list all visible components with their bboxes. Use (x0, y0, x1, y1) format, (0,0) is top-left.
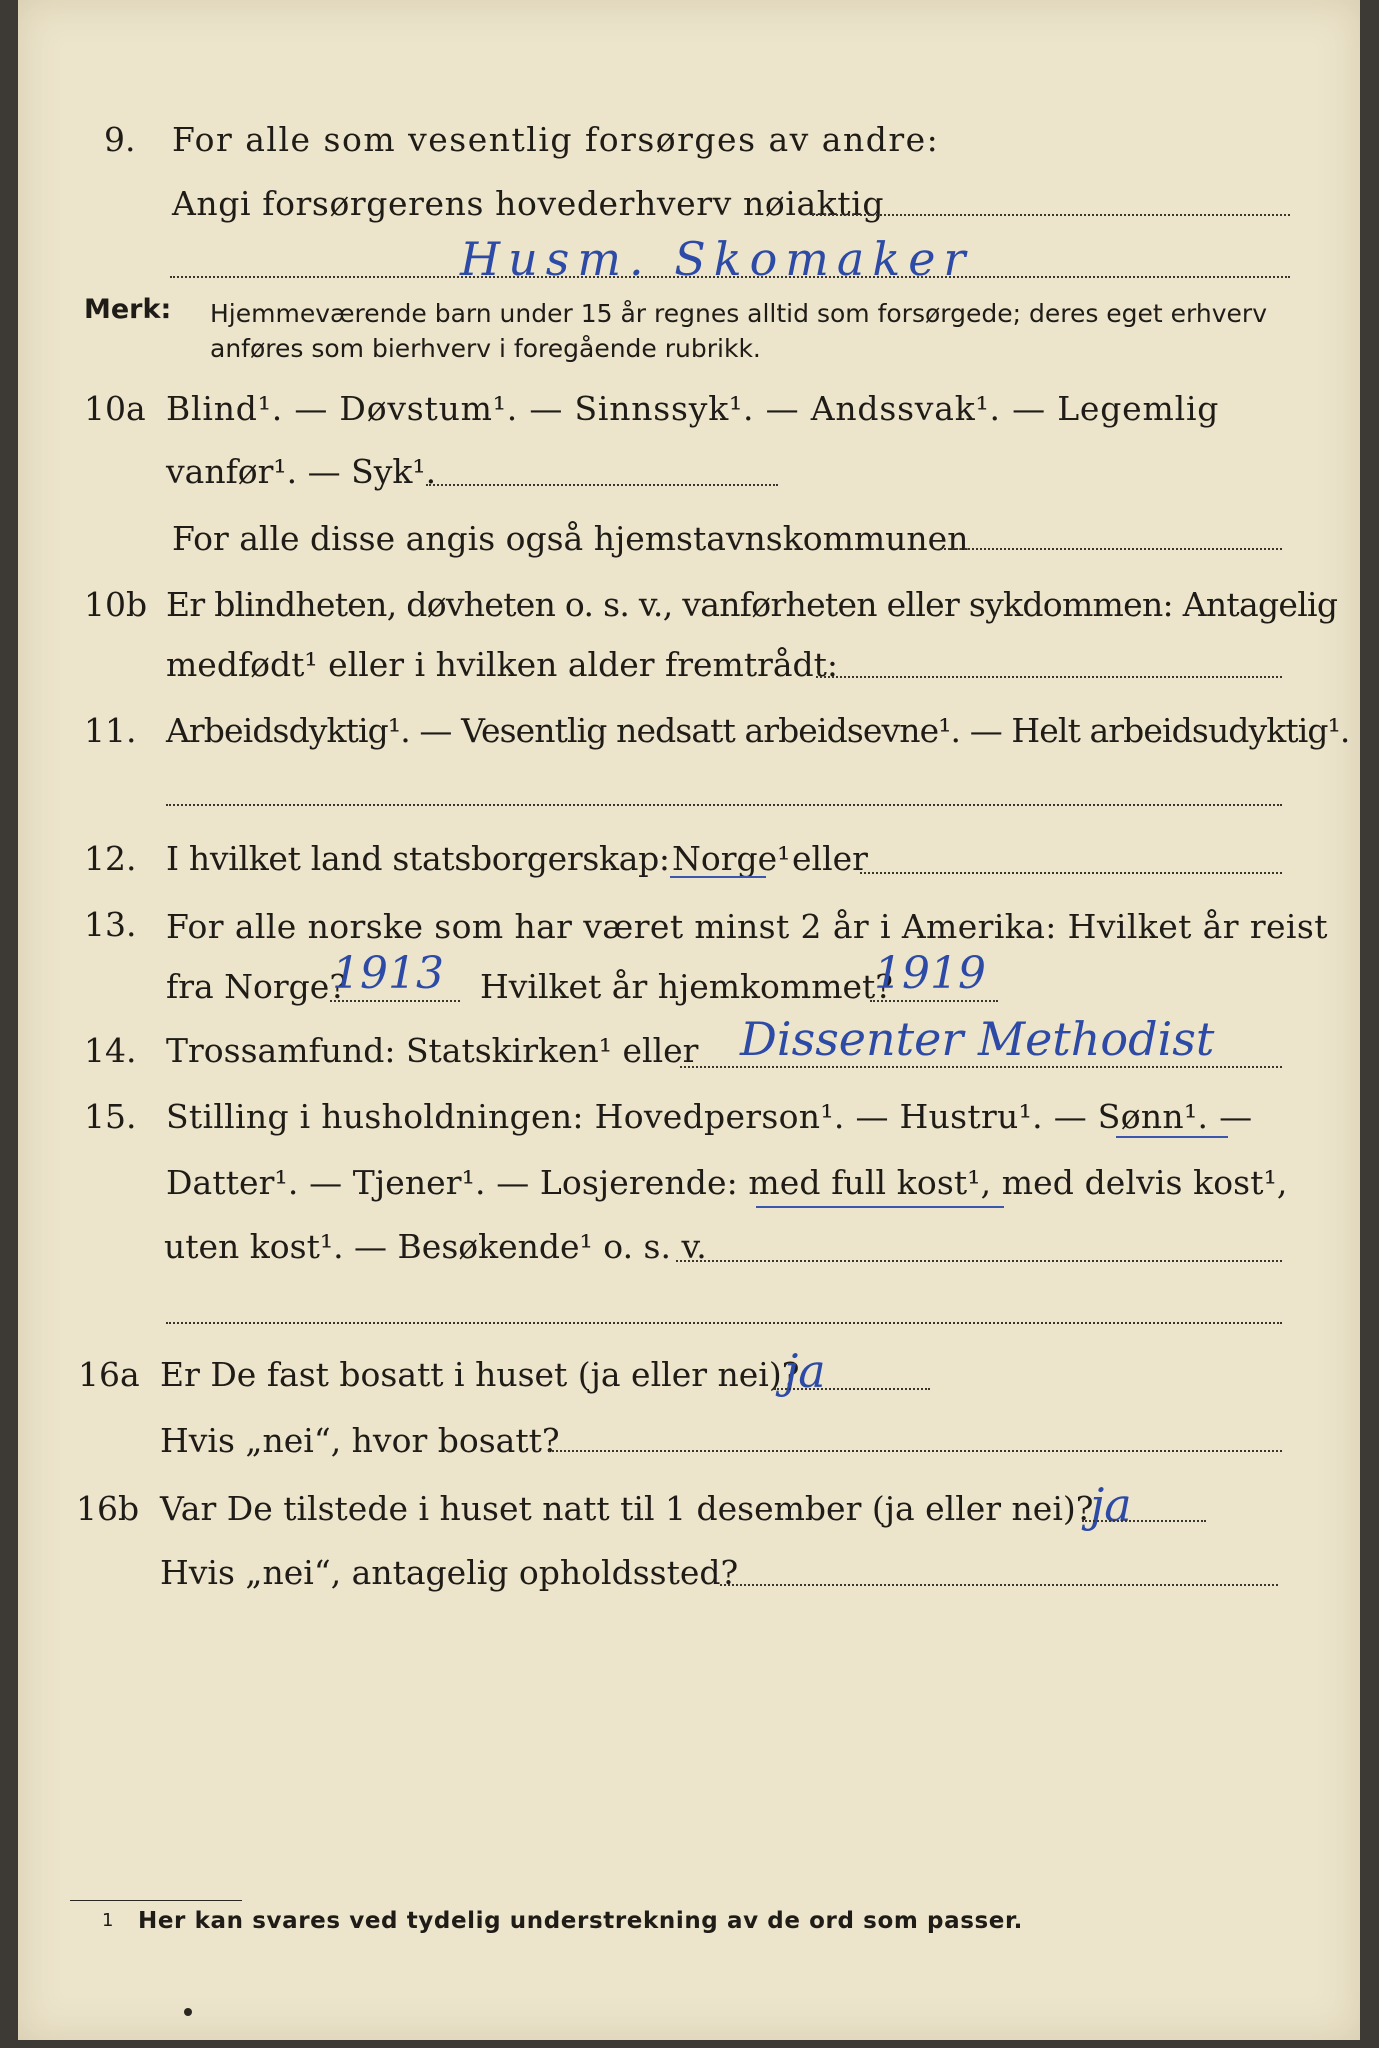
q15-sonn-underline (1116, 1136, 1228, 1138)
q10a-text-line2: vanfør¹. — Syk¹. (166, 452, 437, 491)
q13-year-left-line (330, 1000, 460, 1002)
q16b-text-line2: Hvis „nei“, antagelig opholdssted? (160, 1553, 739, 1592)
q14-text-line1: Trossamfund: Statskirken¹ eller (166, 1031, 699, 1070)
q10a-text-line3: For alle disse angis også hjemstavnskommunen (172, 519, 969, 558)
q13-handwritten-year-returned: 1919 (874, 948, 986, 999)
q16a-bosatt-line (548, 1450, 1282, 1452)
q12-number: 12. (84, 839, 137, 878)
q14-handwritten-answer: Dissenter Methodist (740, 1012, 1215, 1066)
q12-norge: Norge¹ (672, 839, 791, 878)
q16b-number: 16b (76, 1489, 140, 1528)
q12-answer-line (860, 872, 1282, 874)
q9-number: 9. (104, 120, 136, 159)
q11-text-line1: Arbeidsdyktig¹. — Vesentlig nedsatt arbeidsevne¹. — Helt arbeidsudyktig¹. (166, 711, 1350, 750)
q16a-text-line1: Er De fast bosatt i huset (ja eller nei)? (160, 1355, 800, 1394)
q13-number: 13. (84, 905, 137, 944)
q9-handwritten-answer: Husm. Skomaker (460, 232, 974, 286)
merk-label: Merk: (84, 294, 172, 325)
merk-text-line1: Hjemmeværende barn under 15 år regnes alltid som forsørgede; deres eget erhverv (210, 299, 1267, 328)
q16a-number: 16a (78, 1355, 140, 1394)
q16b-opholdssted-line (720, 1584, 1278, 1586)
q10a-text-line1: Blind¹. — Døvstum¹. — Sinnssyk¹. — Andssvak¹. — Legemlig (166, 389, 1220, 428)
q15-full-kost-underline (756, 1206, 1004, 1208)
q12-eller: eller (792, 839, 868, 878)
q11-number: 11. (84, 711, 137, 750)
q13-text-line1: For alle norske som har været minst 2 år i Amerika: Hvilket år reist (166, 907, 1328, 946)
q16a-answer-line (774, 1388, 930, 1390)
q16b-text-line1: Var De tilstede i huset natt til 1 desember (ja eller nei)? (160, 1489, 1094, 1528)
q10b-text-line2: medfødt¹ eller i hvilken alder fremtrådt: (166, 645, 839, 684)
q9-answer-line-2 (170, 276, 1290, 278)
q15-answer-line-2 (166, 1322, 1282, 1324)
q13-handwritten-year-left: 1913 (332, 948, 444, 999)
q15-answer-line-1 (676, 1260, 1282, 1262)
q15-text-line2: Datter¹. — Tjener¹. — Losjerende: med full kost¹, med delvis kost¹, (166, 1163, 1288, 1202)
q10b-number: 10b (84, 585, 148, 624)
q14-number: 14. (84, 1031, 137, 1070)
q15-text-line3: uten kost¹. — Besøkende¹ o. s. v. (164, 1227, 707, 1266)
q12-text-line1: I hvilket land statsborgerskap: (166, 839, 670, 878)
q10a-kommune-line (940, 548, 1282, 550)
merk-text-line2: anføres som bierhverv i foregående rubrikk. (210, 334, 761, 363)
q11-answer-line (166, 804, 1282, 806)
q9-text-line2: Angi forsørgerens hovederhverv nøiaktig (172, 184, 885, 223)
q13-text-line2a: fra Norge? (166, 967, 348, 1006)
q9-text-line1: For alle som vesentlig forsørges av andre: (172, 120, 940, 159)
footnote-rule (70, 1900, 242, 1901)
q13-text-line2b: Hvilket år hjemkommet? (480, 967, 893, 1006)
footnote-text: Her kan svares ved tydelig understrekning av de ord som passer. (138, 1908, 1024, 1934)
q10a-answer-line (426, 484, 778, 486)
ink-dot (184, 2008, 192, 2016)
q9-answer-line-1 (812, 214, 1290, 216)
q14-answer-line (680, 1066, 1282, 1068)
q16b-handwritten-answer: ja (1090, 1478, 1132, 1532)
q16b-answer-line (1082, 1520, 1206, 1522)
q13-year-returned-line (870, 1000, 998, 1002)
q10b-text-line1: Er blindheten, døvheten o. s. v., vanførheten eller sykdommen: Antagelig (166, 585, 1338, 624)
q16a-text-line2: Hvis „nei“, hvor bosatt? (160, 1421, 560, 1460)
q12-norge-underline (670, 876, 766, 878)
q15-number: 15. (84, 1097, 137, 1136)
q10a-number: 10a (84, 389, 146, 428)
footnote-mark: 1 (102, 1910, 114, 1931)
q10b-answer-line (816, 676, 1282, 678)
q16a-handwritten-answer: ja (784, 1344, 826, 1398)
q15-text-line1: Stilling i husholdningen: Hovedperson¹. — Hustru¹. — Sønn¹. — (166, 1097, 1253, 1136)
